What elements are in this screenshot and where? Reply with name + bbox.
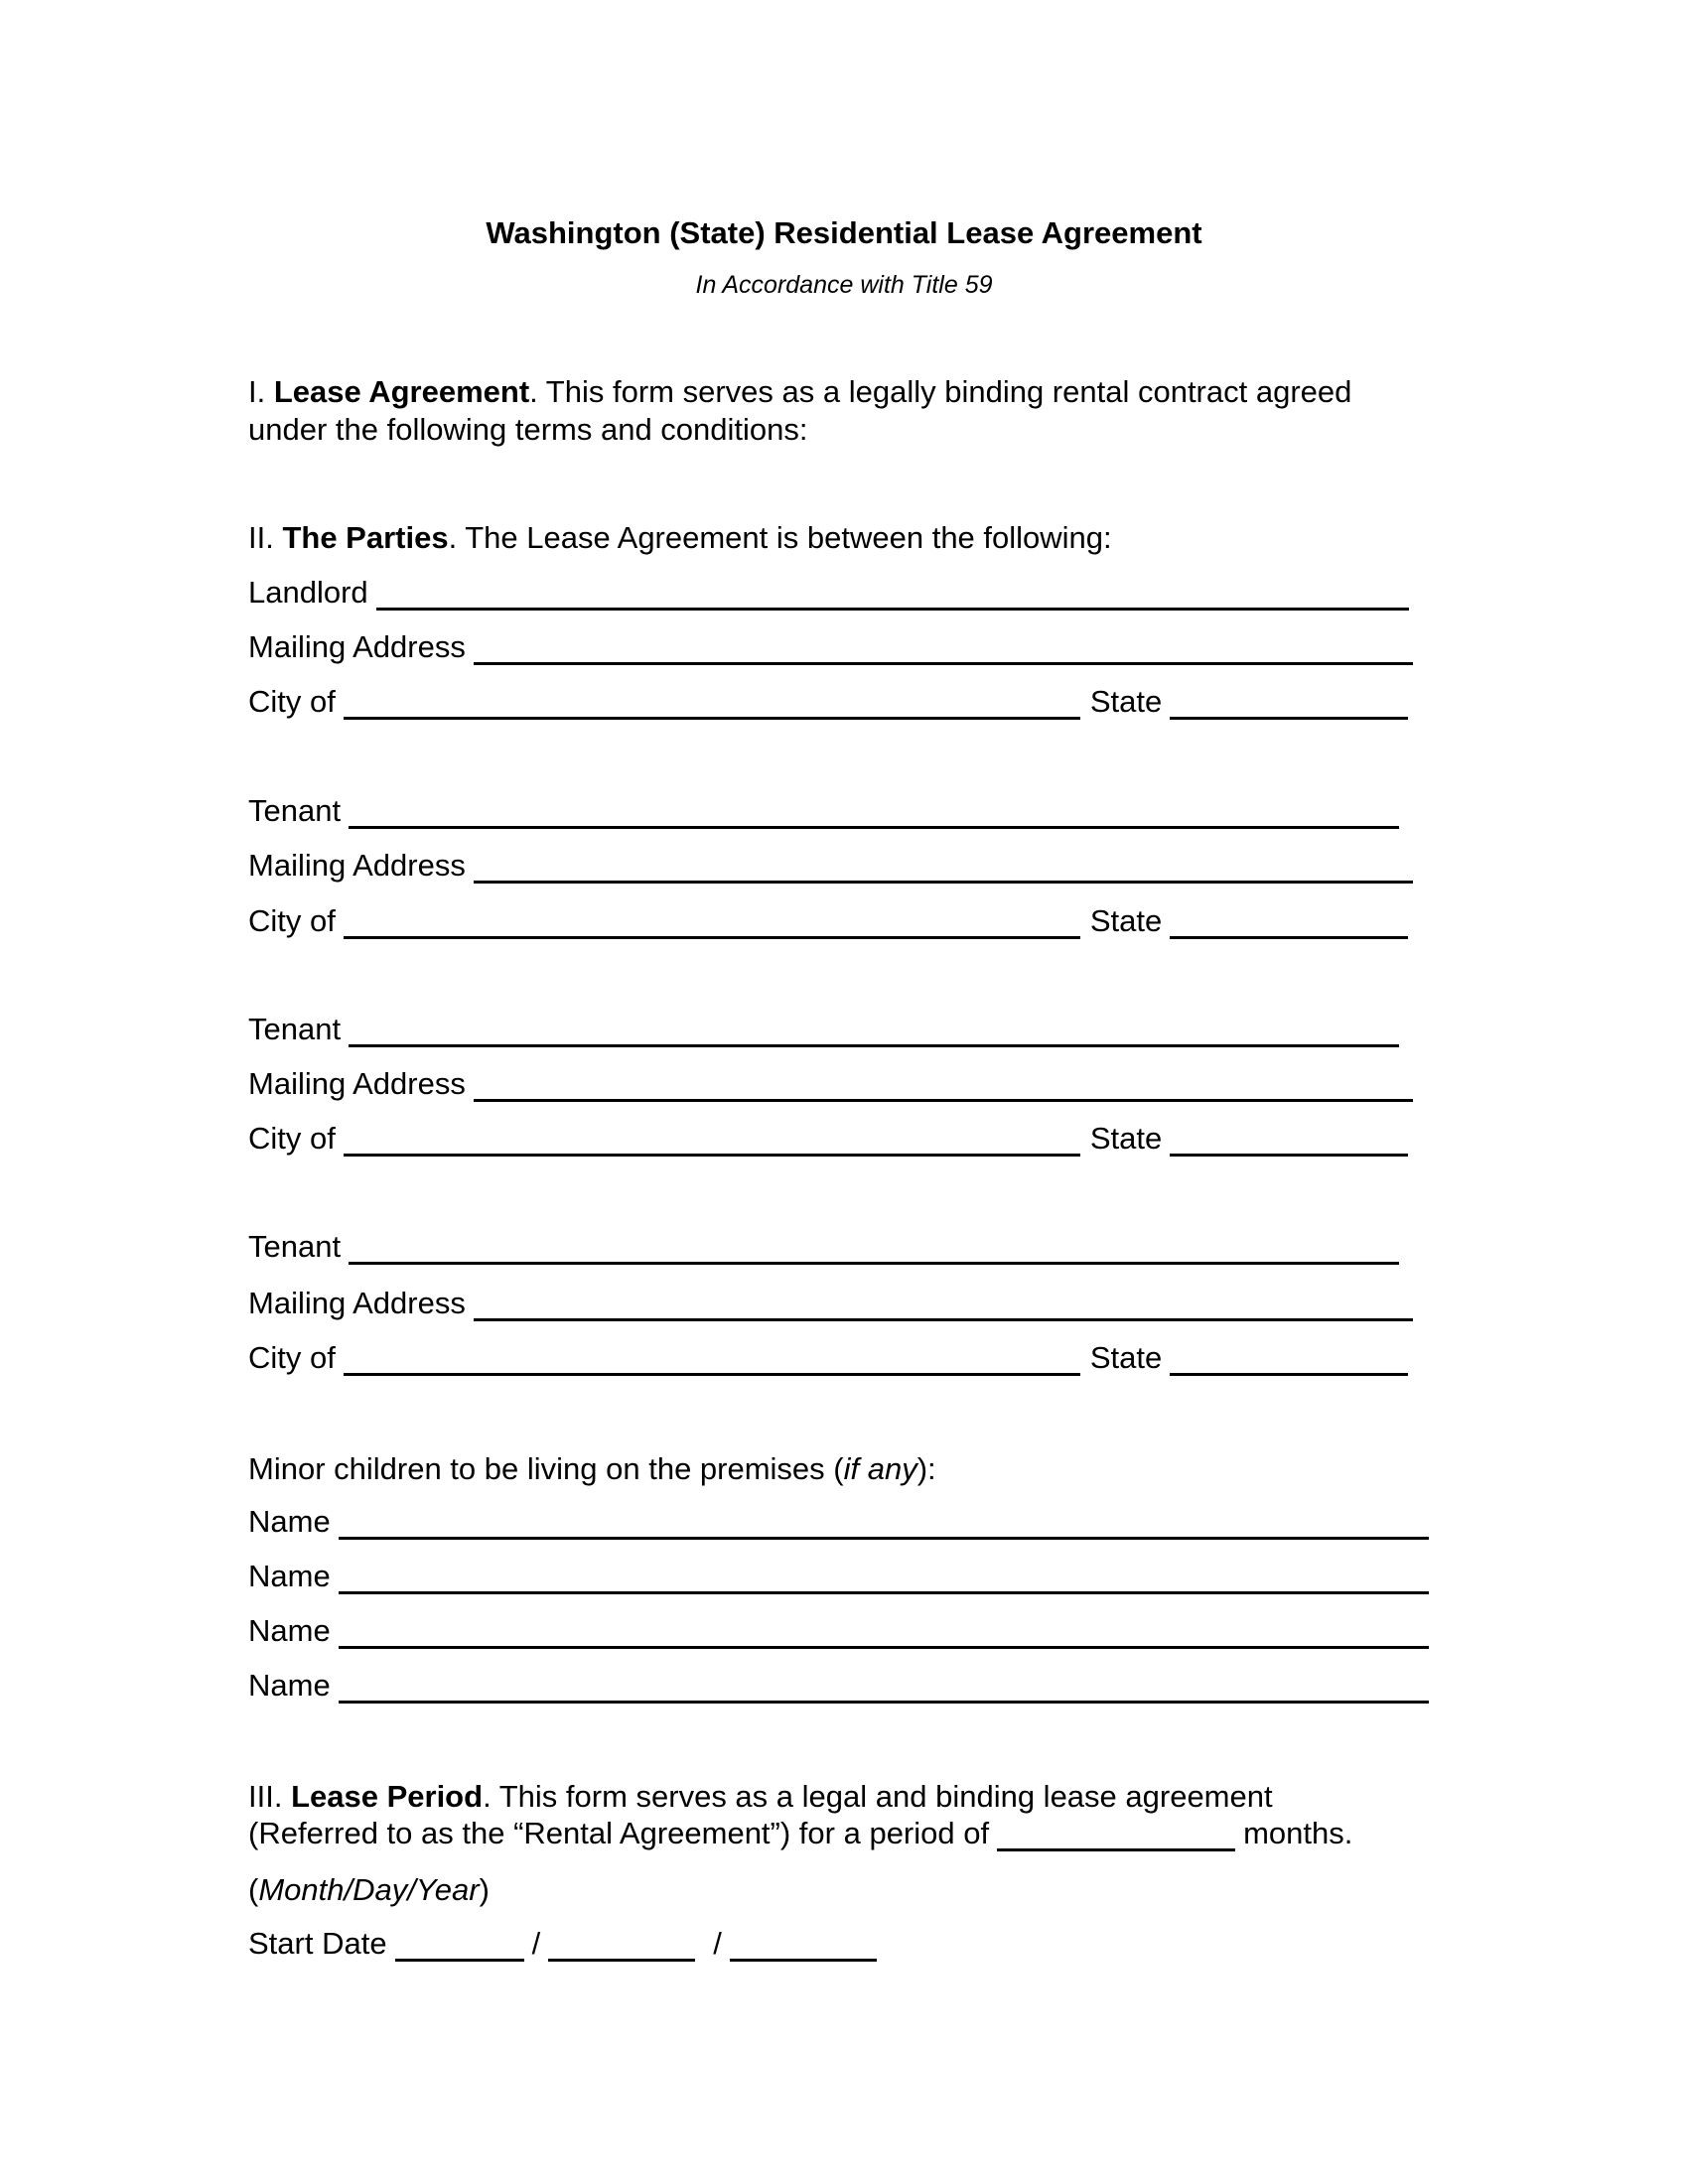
- landlord-mailing-row: [248, 625, 1413, 665]
- document-subtitle: In Accordance with Title 59: [695, 271, 993, 299]
- tenant-label: Tenant: [248, 1229, 342, 1264]
- minor-name-field-3[interactable]: [339, 1616, 1429, 1649]
- tenant-1-mailing-row: [248, 844, 1413, 884]
- section-1-text-2: under the following terms and conditions:: [248, 412, 808, 447]
- tenant-label: Tenant: [248, 793, 342, 828]
- lease-period-months-field[interactable]: [997, 1819, 1235, 1851]
- date-slash: /: [713, 1926, 722, 1961]
- mailing-address-label: Mailing Address: [248, 1286, 466, 1320]
- tenant-3-city-field[interactable]: [344, 1343, 1080, 1376]
- section-2-text: . The Lease Agreement is between the following:: [448, 520, 1112, 555]
- tenant-1-field[interactable]: [349, 796, 1399, 829]
- lease-period-row: [248, 1812, 1352, 1851]
- tenant-3-row: [248, 1225, 1399, 1265]
- tenant-2-row: [248, 1008, 1399, 1047]
- minor-name-field-1[interactable]: [339, 1507, 1429, 1540]
- minor-name-row-1: [248, 1500, 1429, 1540]
- section-1-heading: Lease Agreement: [273, 374, 530, 409]
- tenant-3-mailing-row: [248, 1282, 1413, 1321]
- city-label: City of: [248, 1121, 336, 1156]
- mailing-address-label: Mailing Address: [248, 629, 466, 664]
- name-label: Name: [248, 1613, 331, 1648]
- tenant-2-city-field[interactable]: [344, 1124, 1080, 1157]
- section-1: [248, 373, 1351, 449]
- tenant-3-mailing-address-field[interactable]: [474, 1289, 1413, 1321]
- name-label: Name: [248, 1668, 331, 1703]
- date-format-close: ): [479, 1872, 490, 1907]
- tenant-2-mailing-row: [248, 1062, 1413, 1102]
- tenant-1-row: [248, 789, 1399, 829]
- tenant-label: Tenant: [248, 1012, 342, 1046]
- state-label: State: [1089, 1340, 1163, 1375]
- landlord-label: Landlord: [248, 575, 368, 610]
- tenant-1-mailing-address-field[interactable]: [474, 851, 1413, 884]
- date-format-hint: [248, 1871, 490, 1909]
- landlord-row: [248, 571, 1409, 611]
- date-format: Month/Day/Year: [258, 1872, 480, 1907]
- section-1-text: . This form serves as a legally binding rental contract agreed: [529, 374, 1352, 409]
- tenant-3-state-field[interactable]: [1170, 1343, 1408, 1376]
- date-format-open: (: [248, 1872, 259, 1907]
- minor-name-row-3: [248, 1609, 1429, 1649]
- section-3-text: . This form serves as a legal and binding lease agreement: [483, 1779, 1273, 1814]
- tenant-1-state-field[interactable]: [1170, 906, 1408, 939]
- section-3-heading: Lease Period: [291, 1779, 484, 1814]
- tenant-1-city-field[interactable]: [344, 906, 1080, 939]
- minor-name-field-2[interactable]: [339, 1562, 1429, 1594]
- name-label: Name: [248, 1504, 331, 1539]
- landlord-city-row: [248, 680, 1408, 720]
- state-label: State: [1089, 1121, 1163, 1156]
- tenant-2-mailing-address-field[interactable]: [474, 1069, 1413, 1102]
- minor-italic: if any: [843, 1451, 917, 1486]
- city-label: City of: [248, 903, 336, 938]
- months-label: months.: [1243, 1816, 1353, 1850]
- section-3: [248, 1778, 1273, 1816]
- document-title: Washington (State) Residential Lease Agreement: [486, 215, 1202, 250]
- section-2-number: II.: [248, 520, 283, 555]
- section-2-heading: The Parties: [282, 520, 449, 555]
- name-label: Name: [248, 1559, 331, 1593]
- minor-end: ):: [916, 1451, 936, 1486]
- section-2-heading-line: [248, 519, 1112, 557]
- tenant-1-city-row: [248, 899, 1408, 939]
- landlord-mailing-address-field[interactable]: [474, 632, 1413, 665]
- start-date-day-field[interactable]: [548, 1929, 695, 1962]
- minor-name-row-4: [248, 1664, 1429, 1704]
- start-date-row: [248, 1922, 877, 1962]
- state-label: State: [1089, 684, 1163, 719]
- minor-children-label: [248, 1450, 936, 1488]
- section-3-number: III.: [248, 1779, 292, 1814]
- tenant-3-city-row: [248, 1336, 1408, 1376]
- minor-name-row-2: [248, 1555, 1429, 1594]
- section-1-number: I.: [248, 374, 274, 409]
- state-label: State: [1089, 903, 1163, 938]
- landlord-state-field[interactable]: [1170, 687, 1408, 720]
- date-slash: /: [531, 1926, 541, 1961]
- mailing-address-label: Mailing Address: [248, 848, 466, 883]
- start-date-year-field[interactable]: [730, 1929, 877, 1962]
- landlord-field[interactable]: [376, 578, 1409, 611]
- landlord-city-field[interactable]: [344, 687, 1080, 720]
- start-date-label: Start Date: [248, 1926, 387, 1961]
- start-date-month-field[interactable]: [395, 1929, 524, 1962]
- mailing-address-label: Mailing Address: [248, 1066, 466, 1101]
- minor-text: Minor children to be living on the premises (: [248, 1451, 844, 1486]
- tenant-2-state-field[interactable]: [1170, 1124, 1408, 1157]
- city-label: City of: [248, 1340, 336, 1375]
- tenant-2-field[interactable]: [349, 1015, 1399, 1047]
- tenant-2-city-row: [248, 1117, 1408, 1157]
- tenant-3-field[interactable]: [349, 1232, 1399, 1265]
- minor-name-field-4[interactable]: [339, 1671, 1429, 1704]
- city-label: City of: [248, 684, 336, 719]
- lease-period-text: (Referred to as the “Rental Agreement”) for a period of: [248, 1816, 990, 1850]
